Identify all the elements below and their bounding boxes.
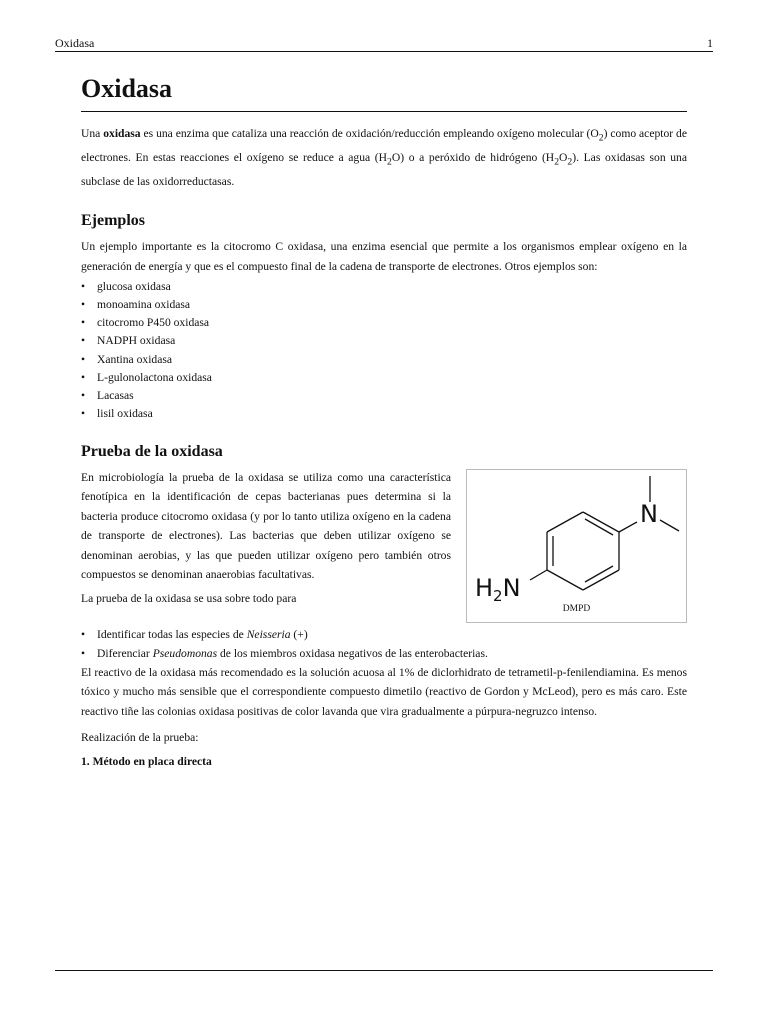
nitrogen-label: N bbox=[640, 499, 658, 528]
amine-label bbox=[475, 574, 521, 605]
subscript: 2 bbox=[554, 156, 560, 168]
prueba-row bbox=[81, 468, 687, 623]
list-item-text: NADPH oxidasa bbox=[97, 334, 176, 348]
list-item-text: L-gulonolactona oxidasa bbox=[97, 370, 212, 384]
bullet-icon: • bbox=[81, 627, 86, 641]
prueba-lead: La prueba de la oxidasa se usa sobre todo para bbox=[81, 591, 297, 605]
list-item-text: (+) bbox=[290, 627, 308, 641]
list-item-text: Xantina oxidasa bbox=[97, 352, 173, 366]
list-item bbox=[81, 314, 687, 332]
intro-text: ). Las oxidasas son una subclase de las oxidorreductasas. bbox=[81, 150, 687, 188]
intro-text: Una bbox=[81, 127, 104, 140]
header-rule bbox=[55, 51, 713, 52]
list-item-text: citocromo P450 oxidasa bbox=[97, 316, 210, 330]
subscript: 2 bbox=[387, 156, 392, 168]
dimethylamino-bonds bbox=[530, 476, 679, 580]
list-item-text: monoamina oxidasa bbox=[97, 298, 191, 312]
list-item-text: Lacasas bbox=[97, 388, 134, 402]
subscript: 2 bbox=[567, 156, 573, 168]
intro-paragraph bbox=[81, 124, 687, 191]
figure-caption: DMPD bbox=[562, 603, 591, 614]
prueba-uses-list bbox=[81, 625, 687, 663]
list-item bbox=[81, 278, 687, 296]
page-title: Oxidasa bbox=[81, 72, 687, 112]
list-item bbox=[81, 625, 687, 644]
bullet-icon: • bbox=[81, 352, 86, 366]
list-item bbox=[81, 332, 687, 350]
realizacion-paragraph: Realización de la prueba: bbox=[81, 731, 199, 745]
page-number: 1 bbox=[707, 36, 713, 50]
list-item bbox=[81, 369, 687, 387]
intro-bold-term: oxidasa bbox=[103, 127, 141, 140]
benzene-ring bbox=[547, 512, 619, 590]
reactivo-paragraph: El reactivo de la oxidasa más recomendado es la solución acuosa al 1% de diclorhidrato de tetrametil-p-fenilendiamina. Es menos tóxico y mucho más sensible que el correspondiente compuesto dimetilo (reactivo de Gordon y McLeod), pero es más caro. Este reactivo tiñe las colonias oxidasa positivas de color lavanda que vira gradualmente a púrpura-negruzco intenso. bbox=[81, 665, 687, 718]
bullet-icon: • bbox=[81, 646, 86, 660]
intro-text: O bbox=[559, 150, 568, 164]
list-item bbox=[81, 387, 687, 405]
bullet-icon: • bbox=[81, 298, 86, 312]
prueba-text-column bbox=[81, 468, 451, 623]
bullet-icon: • bbox=[81, 388, 86, 402]
amine-h: H bbox=[475, 573, 494, 602]
article-body bbox=[81, 72, 687, 771]
list-item-text: de los miembros oxidasa negativos de las enterobacterias. bbox=[217, 646, 488, 660]
prueba-paragraph: En microbiología la prueba de la oxidasa se utiliza como una característica fenotípica en la identificación de cepas bacterianas pues determina si la bacteria produce citocromo oxidasa (y por lo tanto utiliza oxígeno en la cadena de transporte de electrones). Las bacterias que deben utilizar oxígeno se denominan aerobias, y las que pueden utilizar oxígeno pero también otros compuestos se denominan anaerobias facultativas. bbox=[81, 470, 451, 582]
species-name: Pseudomonas bbox=[152, 646, 218, 660]
list-item-text: Diferenciar bbox=[97, 646, 153, 660]
subscript: 2 bbox=[598, 132, 604, 144]
list-item bbox=[81, 351, 687, 369]
dmpd-figure bbox=[466, 469, 687, 623]
list-item-text: lisil oxidasa bbox=[97, 406, 153, 420]
list-item-text: Identificar todas las especies de bbox=[97, 627, 247, 641]
amine-n: N bbox=[502, 573, 521, 602]
metodo-subheading: 1. Método en placa directa bbox=[81, 754, 212, 768]
dmpd-structure-diagram bbox=[467, 470, 688, 624]
section-heading-prueba: Prueba de la oxidasa bbox=[81, 442, 223, 460]
bullet-icon: • bbox=[81, 280, 86, 294]
list-item bbox=[81, 405, 687, 423]
bullet-icon: • bbox=[81, 370, 86, 384]
ejemplos-list bbox=[81, 278, 687, 423]
amine-subscript: 2 bbox=[493, 586, 503, 605]
bullet-icon: • bbox=[81, 406, 86, 420]
running-head-title: Oxidasa bbox=[55, 36, 95, 50]
list-item bbox=[81, 644, 687, 663]
bullet-icon: • bbox=[81, 334, 86, 348]
list-item bbox=[81, 296, 687, 314]
footer-rule bbox=[55, 970, 713, 971]
list-item-text: glucosa oxidasa bbox=[97, 280, 171, 294]
intro-text: es una enzima que cataliza una reacción de oxidación/reducción empleando oxígeno molecular (O bbox=[140, 127, 599, 140]
intro-text: ) como aceptor de electrones. En estas reacciones el oxígeno se reduce a agua (H bbox=[81, 127, 688, 164]
section-heading-ejemplos: Ejemplos bbox=[81, 212, 145, 230]
species-name: Neisseria bbox=[246, 627, 291, 641]
ejemplos-paragraph: Un ejemplo importante es la citocromo C oxidasa, una enzima esencial que permite a los organismos emplear oxígeno en la generación de energía y que es el compuesto final de la cadena de transporte de electrones. Otros ejemplos son: bbox=[81, 240, 687, 273]
intro-text: O) o a peróxido de hidrógeno (H bbox=[391, 150, 555, 164]
bullet-icon: • bbox=[81, 316, 86, 330]
running-header bbox=[55, 36, 713, 51]
